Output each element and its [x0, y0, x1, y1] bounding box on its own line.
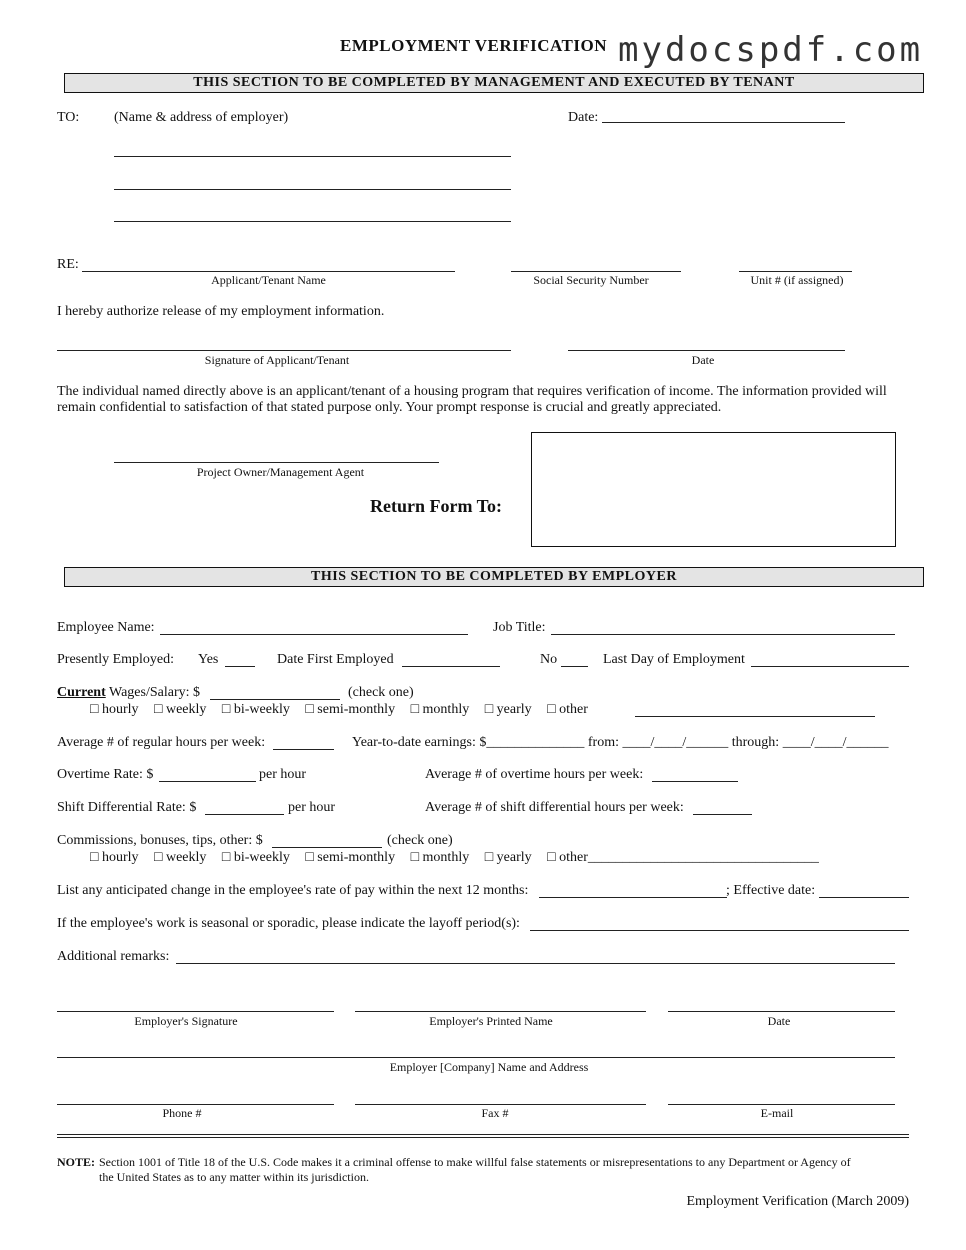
unit-field[interactable]: [739, 271, 852, 272]
employee-name-label: Employee Name:: [57, 620, 155, 635]
wages-amount-field[interactable]: [210, 699, 340, 700]
employee-name-field[interactable]: [160, 634, 468, 635]
commission-option-hourly[interactable]: □ hourly: [90, 850, 139, 865]
commission-option-monthly[interactable]: □ monthly: [410, 850, 470, 865]
phone-caption: Phone #: [162, 1106, 202, 1120]
seasonal-label: If the employee's work is seasonal or sporadic, please indicate the layoff period(s):: [57, 916, 520, 931]
owner-signature-field[interactable]: [114, 462, 439, 463]
wages-label: Wages/Salary: $: [108, 685, 200, 700]
employer-address-line-1[interactable]: [114, 156, 511, 157]
commission-option-other[interactable]: □ other_________________________________: [547, 850, 819, 865]
divider-bottom: [57, 1137, 909, 1138]
confidential-text-line-2: remain confidential to satisfaction of that stated purpose only. Your prompt response is crucial and greatly appreciated.: [57, 400, 722, 415]
applicant-name-field[interactable]: [82, 271, 455, 272]
employer-printed-name-caption: Employer's Printed Name: [429, 1014, 553, 1028]
avg-hours-label: Average # of regular hours per week:: [57, 735, 266, 750]
ssn-field[interactable]: [511, 271, 681, 272]
divider-top: [57, 1134, 909, 1135]
yes-field[interactable]: [225, 666, 255, 667]
applicant-date-caption: Date: [691, 353, 715, 367]
commissions-check-one-label: (check one): [387, 833, 453, 848]
overtime-per-hour-label: per hour: [259, 767, 307, 782]
shift-rate-label: Shift Differential Rate: $: [57, 800, 197, 815]
no-label: No: [540, 652, 558, 667]
applicant-name-caption: Applicant/Tenant Name: [211, 273, 326, 287]
employer-date-caption: Date: [767, 1014, 791, 1028]
overtime-rate-label: Overtime Rate: $: [57, 767, 154, 782]
company-caption: Employer [Company] Name and Address: [389, 1060, 589, 1074]
wage-option-other[interactable]: □ other: [547, 702, 588, 717]
overtime-rate-field[interactable]: [159, 781, 256, 782]
owner-caption: Project Owner/Management Agent: [196, 465, 365, 479]
date-first-employed-label: Date First Employed: [277, 652, 394, 667]
commission-option-weekly[interactable]: □ weekly: [154, 850, 207, 865]
employer-address-line-3[interactable]: [114, 221, 511, 222]
last-day-field[interactable]: [751, 666, 909, 667]
wage-other-field[interactable]: [635, 716, 875, 717]
footer-text: Employment Verification (March 2009): [686, 1194, 909, 1209]
phone-field[interactable]: [57, 1104, 334, 1105]
anticipated-change-field[interactable]: [539, 897, 727, 898]
wage-option-hourly[interactable]: □ hourly: [90, 702, 139, 717]
note-text-line-1: Section 1001 of Title 18 of the U.S. Code makes it a criminal offense to make willful false statements or misrepresentations to any Department or Agency of: [99, 1155, 851, 1169]
section2-banner: THIS SECTION TO BE COMPLETED BY EMPLOYER: [64, 567, 924, 587]
seasonal-field[interactable]: [530, 930, 909, 931]
employer-address-line-2[interactable]: [114, 189, 511, 190]
email-caption: E-mail: [760, 1106, 794, 1120]
last-day-label: Last Day of Employment: [603, 652, 745, 667]
commissions-amount-field[interactable]: [272, 847, 382, 848]
wage-options: [90, 702, 588, 718]
wage-option-yearly[interactable]: □ yearly: [484, 702, 532, 717]
employer-name-address-label: (Name & address of employer): [114, 110, 289, 125]
wage-option-monthly[interactable]: □ monthly: [410, 702, 470, 717]
watermark: mydocspdf.com: [618, 30, 924, 70]
employer-printed-name-field[interactable]: [355, 1011, 646, 1012]
shift-per-hour-label: per hour: [288, 800, 336, 815]
fax-caption: Fax #: [481, 1106, 509, 1120]
company-name-address-field[interactable]: [57, 1057, 895, 1058]
authorize-text: I hereby authorize release of my employment information.: [57, 304, 385, 319]
date-label: Date:: [568, 110, 599, 125]
date-field[interactable]: [602, 122, 845, 123]
avg-overtime-label: Average # of overtime hours per week:: [425, 767, 644, 782]
employer-signature-caption: Employer's Signature: [134, 1014, 238, 1028]
wage-option-semi-monthly[interactable]: □ semi-monthly: [305, 702, 396, 717]
effective-date-label: ; Effective date:: [726, 883, 816, 898]
wage-option-bi-weekly[interactable]: □ bi-weekly: [221, 702, 290, 717]
applicant-signature-field[interactable]: [57, 350, 511, 351]
current-wages-row: [57, 685, 200, 701]
avg-shift-label: Average # of shift differential hours per week:: [425, 800, 684, 815]
wage-option-weekly[interactable]: □ weekly: [154, 702, 207, 717]
note-text-line-2: the United States as to any matter within its jurisdiction.: [99, 1170, 369, 1184]
wages-check-one-label: (check one): [348, 685, 414, 700]
remarks-label: Additional remarks:: [57, 949, 170, 964]
note-label: NOTE:: [57, 1155, 96, 1169]
applicant-signature-caption: Signature of Applicant/Tenant: [204, 353, 350, 367]
re-label: RE:: [57, 257, 79, 272]
no-field[interactable]: [561, 666, 588, 667]
unit-caption: Unit # (if assigned): [750, 273, 844, 287]
to-label: TO:: [57, 110, 80, 125]
date-first-employed-field[interactable]: [402, 666, 500, 667]
anticipated-change-label: List any anticipated change in the employee's rate of pay within the next 12 months:: [57, 883, 529, 898]
avg-shift-field[interactable]: [693, 814, 752, 815]
return-address-box[interactable]: [531, 432, 896, 547]
confidential-text-line-1: The individual named directly above is an applicant/tenant of a housing program that requires verification of income. The information provided will: [57, 384, 887, 399]
commissions-label: Commissions, bonuses, tips, other: $: [57, 833, 263, 848]
ytd-earnings-label: Year-to-date earnings: $______________ from: ____/____/______ through: ____/____/______: [352, 735, 889, 750]
job-title-field[interactable]: [551, 634, 895, 635]
current-label: Current: [57, 685, 106, 700]
remarks-field[interactable]: [176, 963, 895, 964]
section1-banner: THIS SECTION TO BE COMPLETED BY MANAGEMENT AND EXECUTED BY TENANT: [64, 73, 924, 93]
page-title: EMPLOYMENT VERIFICATION: [340, 36, 607, 55]
effective-date-field[interactable]: [819, 897, 909, 898]
avg-overtime-field[interactable]: [652, 781, 738, 782]
commission-options: [90, 850, 819, 866]
avg-hours-field[interactable]: [273, 749, 334, 750]
job-title-label: Job Title:: [493, 620, 546, 635]
email-field[interactable]: [668, 1104, 895, 1105]
commission-option-semi-monthly[interactable]: □ semi-monthly: [305, 850, 396, 865]
return-form-label: Return Form To:: [370, 496, 502, 516]
employer-signature-field[interactable]: [57, 1011, 334, 1012]
applicant-date-field[interactable]: [568, 350, 845, 351]
commission-option-yearly[interactable]: □ yearly: [484, 850, 532, 865]
ssn-caption: Social Security Number: [533, 273, 649, 287]
shift-rate-field[interactable]: [205, 814, 284, 815]
commission-option-bi-weekly[interactable]: □ bi-weekly: [221, 850, 290, 865]
fax-field[interactable]: [355, 1104, 646, 1105]
presently-employed-label: Presently Employed:: [57, 652, 175, 667]
employer-date-field[interactable]: [668, 1011, 895, 1012]
yes-label: Yes: [198, 652, 219, 667]
